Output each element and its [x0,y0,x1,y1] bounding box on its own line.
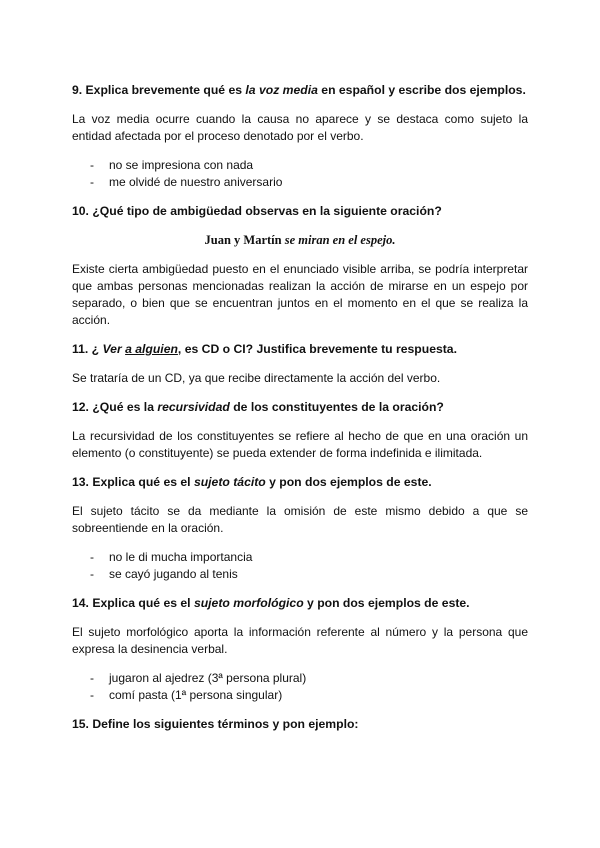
answer-14: El sujeto morfológico aporta la información referente al número y la persona que expresa la desinencia verbal. [72,625,528,656]
example-sentence-italic: se miran en el espejo. [284,233,396,247]
question-14-term: sujeto morfológico [193,596,304,610]
question-11-heading [72,341,528,358]
answer-9: La voz media ocurre cuando la causa no aparece y se destaca como sujeto la entidad afectada por el proceso denotado por el verbo. [72,112,528,143]
examples-9 [72,157,528,191]
question-9-prefix: 9. Explica brevemente qué es [72,83,246,97]
example-text: comí pasta (1ª persona singular) [109,688,283,702]
example-sentence [72,232,528,249]
question-13-prefix: 13. Explica qué es el [72,475,194,489]
question-11-suffix: , es CD o CI? Justifica brevemente tu respuesta. [177,342,457,356]
question-12-suffix: de los constituyentes de la oración? [229,400,444,414]
question-9-suffix: en español y escribe dos ejemplos. [317,83,526,97]
question-11-verb: Ver [102,342,122,356]
answer-13: El sujeto tácito se da mediante la omisión de este mismo debido a que se sobreentiende en la oración. [72,504,528,535]
dash-bullet: - [90,158,94,172]
dash-bullet: - [90,671,94,685]
example-sentence-start: Juan y Martín [204,233,285,247]
question-14-prefix: 14. Explica qué es el [72,596,194,610]
question-14-suffix: y pon dos ejemplos de este. [303,596,470,610]
answer-11: Se trataría de un CD, ya que recibe directamente la acción del verbo. [72,371,441,385]
examples-14 [72,670,528,704]
question-13-term: sujeto tácito [193,475,266,489]
example-text: no se impresiona con nada [109,158,254,172]
list-item [72,157,528,174]
question-10-heading: 10. ¿Qué tipo de ambigüedad observas en la siguiente oración? [72,204,442,218]
example-text: no le di mucha importancia [109,550,253,564]
question-14-heading [72,595,528,612]
question-12-heading [72,399,528,416]
question-13-suffix: y pon dos ejemplos de este. [265,475,432,489]
examples-13 [72,549,528,583]
question-13-heading [72,474,528,491]
question-11-prefix: 11. ¿ [72,342,103,356]
question-11-object: a alguien [125,342,178,356]
question-15-heading: 15. Define los siguientes términos y pon ejemplo: [72,717,359,731]
list-item [72,549,528,566]
list-item [72,566,528,583]
question-12-prefix: 12. ¿Qué es la [72,400,158,414]
answer-12: La recursividad de los constituyentes se refiere al hecho de que en una oración un elemento (o constituyente) se pueda extender de forma indefinida e ilimitada. [72,429,528,460]
dash-bullet: - [90,688,94,702]
dash-bullet: - [90,550,94,564]
dash-bullet: - [90,175,94,189]
example-text: me olvidé de nuestro aniversario [109,175,283,189]
list-item [72,670,528,687]
dash-bullet: - [90,567,94,581]
question-12-term: recursividad [157,400,230,414]
answer-10: Existe cierta ambigüedad puesto en el enunciado visible arriba, se podría interpretar que ambas personas mencionadas realizan la acción de mirarse en un espejo por separado, o bien que se encuentran juntos en el momento en el que se realiza la acción. [72,262,528,327]
question-9-heading [72,82,528,99]
list-item [72,174,528,191]
document-page [72,82,528,745]
list-item [72,687,528,704]
example-text: jugaron al ajedrez (3ª persona plural) [109,671,307,685]
question-9-term: la voz media [245,83,318,97]
example-text: se cayó jugando al tenis [109,567,238,581]
